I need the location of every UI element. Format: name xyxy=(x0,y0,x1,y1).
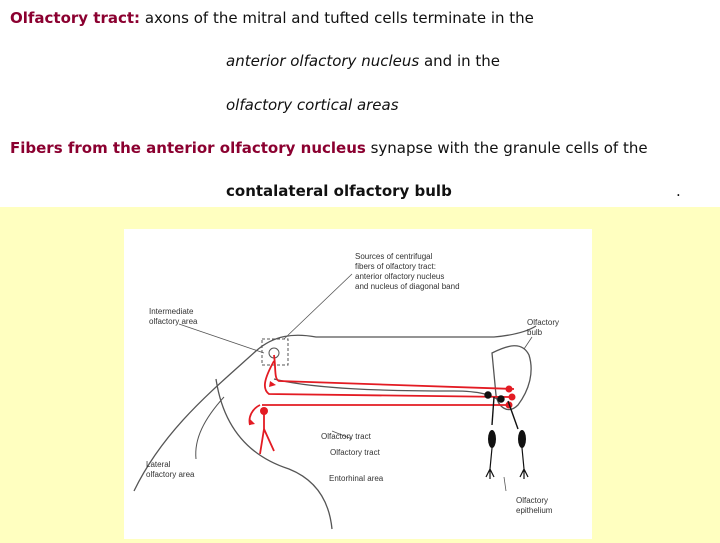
label-lateral-2: olfactory area xyxy=(146,470,195,479)
cortex-lower-outline xyxy=(216,379,332,529)
lateral-area-outline xyxy=(196,397,224,459)
text-line-1 xyxy=(10,9,534,27)
anterior-olfactory-nucleus-term: anterior olfactory nucleus xyxy=(226,52,420,70)
label-olfactory-tract-upper: Olfactory tract xyxy=(321,432,371,441)
label-lateral-1: Lateral xyxy=(146,460,171,469)
label-olfactory-tract-lower: Olfactory tract xyxy=(330,448,380,457)
contralateral-bulb-term: contalateral olfactory bulb xyxy=(226,182,452,200)
line-2-text: and in the xyxy=(423,52,501,70)
label-entorhinal: Entorhinal area xyxy=(329,474,384,483)
text-line-5-period xyxy=(676,182,681,200)
centrifugal-fibers xyxy=(249,355,514,454)
text-line-5 xyxy=(226,182,452,200)
label-intermediate-1: Intermediate xyxy=(149,307,194,316)
line-5-period: . xyxy=(676,182,681,200)
label-bulb-2: bulb xyxy=(527,328,543,337)
label-intermediate-2: olfactory area xyxy=(149,317,198,326)
label-leaders xyxy=(179,274,532,491)
text-line-2 xyxy=(226,52,500,70)
label-bulb-1: Olfactory xyxy=(527,318,560,327)
olfactory-tract-term: Olfactory tract: xyxy=(10,9,141,27)
text-line-3 xyxy=(226,96,399,114)
text-panel xyxy=(0,0,720,207)
text-line-4 xyxy=(10,139,648,157)
fibers-term: Fibers from the anterior olfactory nucleus xyxy=(10,139,366,157)
label-epithelium-2: epithelium xyxy=(516,506,553,515)
label-sources-3: anterior olfactory nucleus xyxy=(355,272,445,281)
brain-outline xyxy=(134,326,536,491)
label-sources-2: fibers of olfactory tract: xyxy=(355,262,436,271)
label-epithelium-1: Olfactory xyxy=(516,496,549,505)
line-4-text: synapse with the granule cells of the xyxy=(370,139,648,157)
label-sources-4: and nucleus of diagonal band xyxy=(355,282,460,291)
receptor-cells xyxy=(486,430,528,479)
olfactory-cortical-areas-term: olfactory cortical areas xyxy=(226,96,399,114)
olfactory-diagram xyxy=(124,229,592,539)
line-1-text: axons of the mitral and tufted cells terminate in the xyxy=(144,9,534,27)
label-sources-1: Sources of centrifugal xyxy=(355,252,433,261)
diagram-svg xyxy=(124,229,592,539)
